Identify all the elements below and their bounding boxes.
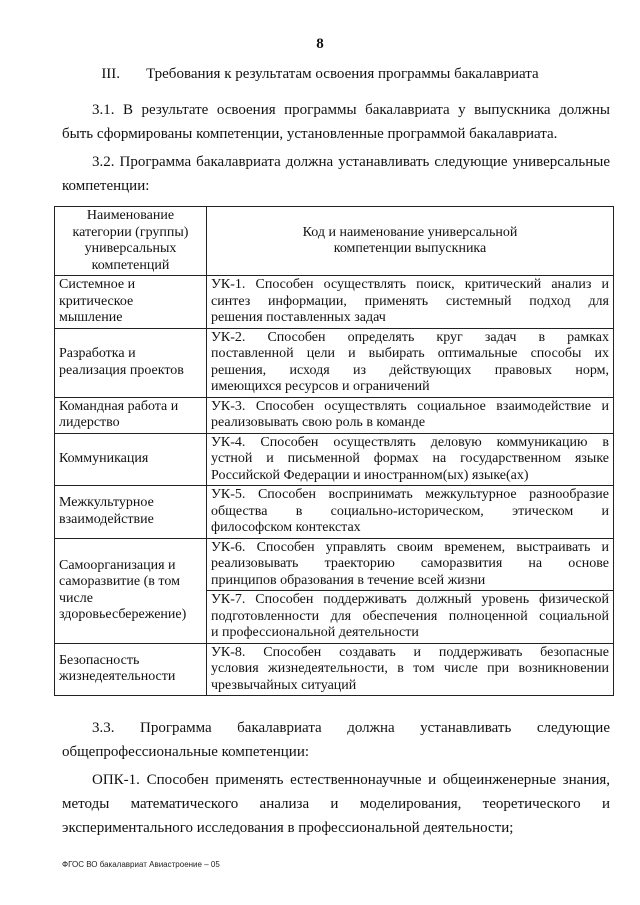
competence-line: УК-7. Способен поддерживать должный уровень физической bbox=[211, 592, 609, 607]
competence-line: реализовывать траекторию саморазвития на основе bbox=[211, 556, 609, 571]
category-line: взаимодействие bbox=[59, 511, 154, 527]
category-line: Самоорганизация и bbox=[59, 557, 176, 573]
header-line: Наименование bbox=[86, 208, 175, 223]
competence-line: реализовывать свою роль в команде bbox=[211, 415, 426, 430]
paragraph-line: 3.1. В результате освоения программы бакалавриата у выпускника должны bbox=[92, 102, 610, 118]
paragraph-line: экспериментального исследования в профессиональной деятельности; bbox=[62, 820, 514, 836]
paragraph-3-3 bbox=[62, 716, 610, 764]
competence-line: и профессиональной деятельности bbox=[211, 625, 419, 640]
header-line: Код и наименование универсальной bbox=[302, 224, 518, 240]
category-line: критическое bbox=[59, 293, 134, 309]
category-line: числе bbox=[59, 590, 93, 606]
header-line: компетенции выпускника bbox=[333, 241, 487, 256]
competence-category bbox=[55, 397, 207, 433]
category-line: жизнедеятельности bbox=[59, 669, 176, 685]
paragraph-line: ОПК-1. Способен применять естественнонаучные и общеинженерные знания, bbox=[92, 772, 610, 788]
paragraph-line: компетенции: bbox=[62, 178, 150, 194]
table-row bbox=[55, 643, 614, 696]
competence-description bbox=[207, 433, 614, 486]
header-line: универсальных bbox=[84, 241, 177, 256]
competence-category bbox=[55, 538, 207, 643]
competence-description bbox=[207, 276, 614, 329]
footer-note: ФГОС ВО бакалавриат Авиастроение – 05 bbox=[62, 860, 220, 869]
category-line: лидерство bbox=[59, 415, 120, 430]
category-line: Межкультурное bbox=[59, 495, 154, 511]
category-line: Коммуникация bbox=[59, 451, 149, 466]
competence-line: устной и письменной формах на государственном языке bbox=[211, 451, 609, 466]
table-row bbox=[55, 538, 614, 591]
competence-line: УК-4. Способен осуществлять деловую коммуникацию в bbox=[211, 434, 609, 450]
competence-line: условия жизнедеятельности, в том числе при возникновении bbox=[211, 661, 609, 676]
table-row bbox=[55, 397, 614, 433]
competence-line: УК-6. Способен управлять своим временем, выстраивать и bbox=[211, 539, 609, 555]
competence-line: УК-2. Способен определять круг задач в рамках bbox=[211, 329, 609, 345]
competence-line: принципов образования в течение всей жизни bbox=[211, 572, 486, 588]
competence-line: имеющихся ресурсов и ограничений bbox=[211, 379, 430, 394]
section-number: III. bbox=[101, 66, 121, 82]
competence-line: УК-5. Способен воспринимать межкультурное разнообразие bbox=[211, 487, 609, 502]
category-line: Командная работа и bbox=[59, 398, 179, 414]
competence-description bbox=[207, 643, 614, 696]
competence-description bbox=[207, 538, 614, 591]
competence-line: поставленной цели и выбирать оптимальные способы их bbox=[211, 346, 609, 361]
competence-line: чрезвычайных ситуаций bbox=[211, 677, 357, 693]
page-number: 8 bbox=[316, 36, 324, 52]
competence-line: УК-1. Способен осуществлять поиск, критический анализ и bbox=[211, 277, 609, 292]
category-line: саморазвитие (в том bbox=[59, 574, 180, 589]
competence-line: УК-3. Способен осуществлять социальное взаимодействие и bbox=[211, 398, 609, 414]
paragraph-line: методы математического анализа и моделирования, теоретического и bbox=[62, 796, 610, 812]
competence-line: философском контекстах bbox=[211, 520, 361, 535]
competence-line: синтез информации, применять системный подход для bbox=[211, 293, 609, 309]
competence-category bbox=[55, 328, 207, 397]
table-row bbox=[55, 328, 614, 397]
competence-category bbox=[55, 643, 207, 696]
competence-line: Российской Федерации и иностранном(ых) языке(ах) bbox=[211, 467, 529, 483]
table-row bbox=[55, 276, 614, 329]
table-row bbox=[55, 486, 614, 539]
competence-category bbox=[55, 433, 207, 486]
competence-category bbox=[55, 276, 207, 329]
header-line: компетенций bbox=[91, 257, 170, 273]
paragraph-line: 3.2. Программа бакалавриата должна устанавливать следующие универсальные bbox=[92, 154, 610, 170]
table-row bbox=[55, 433, 614, 486]
paragraph-3-1 bbox=[62, 98, 610, 146]
paragraph-opk-1 bbox=[62, 768, 610, 840]
competence-line: подготовленности для обеспечения полноценной социальной bbox=[211, 608, 609, 624]
competence-line: решения, исходя из действующих правовых норм, bbox=[211, 362, 609, 378]
competence-line: общества в социально-историческом, этическом и bbox=[211, 503, 609, 519]
competence-description bbox=[207, 328, 614, 397]
section-title bbox=[0, 66, 640, 83]
category-line: Разработка и bbox=[59, 346, 136, 361]
competence-category bbox=[55, 486, 207, 539]
paragraph-line: 3.3. Программа бакалавриата должна устанавливать следующие bbox=[92, 720, 610, 736]
category-line: здоровьесбережение) bbox=[59, 607, 187, 622]
category-line: Системное и bbox=[59, 277, 136, 292]
header-competence bbox=[207, 207, 614, 276]
paragraph-line: общепрофессиональные компетенции: bbox=[62, 744, 310, 760]
header-category bbox=[55, 207, 207, 276]
competence-table bbox=[54, 206, 614, 696]
competence-description bbox=[207, 591, 614, 644]
section-heading: Требования к результатам освоения программы бакалавриата bbox=[146, 66, 539, 82]
header-line: категории (группы) bbox=[72, 224, 189, 240]
competence-description bbox=[207, 486, 614, 539]
category-line: мышление bbox=[59, 310, 123, 325]
table-header-row bbox=[55, 207, 614, 276]
competence-description bbox=[207, 397, 614, 433]
competence-line: решения поставленных задач bbox=[211, 310, 386, 325]
competence-line: УК-8. Способен создавать и поддерживать безопасные bbox=[211, 644, 609, 660]
paragraph-3-2 bbox=[62, 150, 610, 198]
category-line: Безопасность bbox=[59, 652, 140, 668]
paragraph-line: быть сформированы компетенции, установленные программой бакалавриата. bbox=[62, 126, 558, 142]
category-line: реализация проектов bbox=[59, 362, 184, 378]
